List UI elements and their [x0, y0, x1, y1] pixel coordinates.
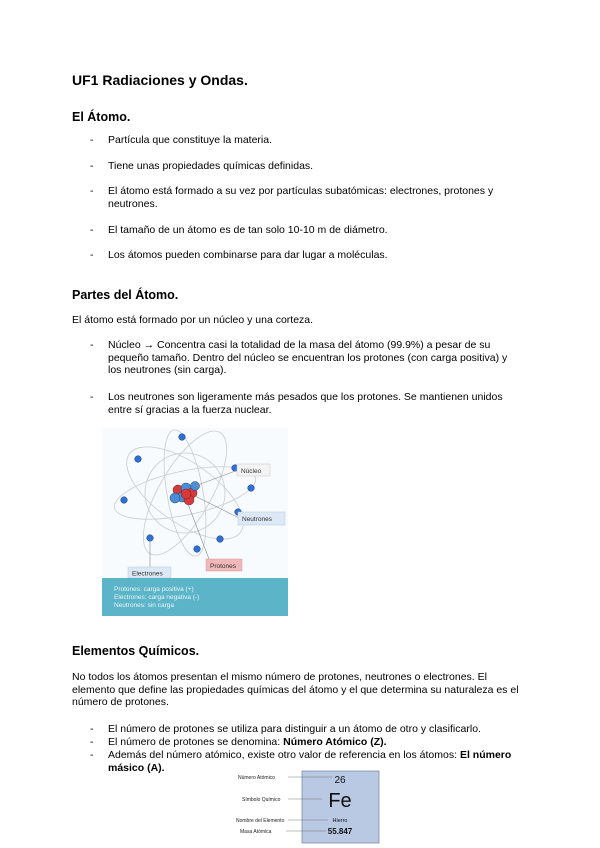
parts-intro: El átomo está formado por un núcleo y una corteza. [72, 314, 314, 326]
atomic-number-value: 26 [334, 775, 346, 786]
bullet-dash: - [90, 185, 94, 197]
section-heading-atom: El Átomo. [72, 110, 131, 124]
label-element-name: Nombre del Elemento [236, 818, 285, 824]
label-chemical-symbol: Símbolo Químico [242, 797, 281, 803]
list-item-text: Los neutrones son ligeramente más pesados que los protones. Se mantienen unidos entre sí gracias a la fuerza nuclear. [108, 391, 503, 416]
list-item-text-plain: Además del número atómico, existe otro valor de referencia en los átomos: [108, 749, 460, 761]
mass-number-term: El número másico (A). [108, 749, 512, 774]
protons-label: Protones [210, 563, 237, 570]
atom-diagram [102, 428, 288, 616]
bullet-dash: - [90, 391, 94, 403]
bullet-dash: - [90, 749, 94, 761]
list-item-text: Partícula que constituye la materia. [108, 134, 273, 146]
caption-line: Neutrones: sin carga [114, 602, 174, 609]
bullet-dash: - [90, 134, 94, 146]
caption-line: Electrones: carga negativa (-) [114, 594, 200, 601]
list-item-text: Núcleo → Concentra casi la totalidad de la masa del átomo (99.9%) a pesar de su pequeño tamaño. Dentro del núcleo se encuentran los protones (con carga positiva) y los neutrones (sin carga). [108, 339, 508, 376]
element-name-value: Hierro [332, 818, 348, 824]
list-item-text: El átomo está formado a su vez por partículas subatómicas: electrones, protones y neutrones. [108, 185, 494, 210]
bullet-dash: - [90, 160, 94, 172]
bullet-dash: - [90, 339, 94, 351]
bullet-dash: - [90, 224, 94, 236]
page-title: UF1 Radiaciones y Ondas. [72, 72, 248, 88]
electrons-label: Electrones [132, 570, 163, 578]
label-atomic-mass: Masa Atómica [240, 829, 272, 835]
section-heading-elements: Elementos Químicos. [72, 644, 200, 658]
element-card-figure [236, 770, 380, 844]
atomic-number-term: Número Atómico (Z). [283, 736, 387, 748]
atomic-mass-value: 55.847 [327, 827, 353, 836]
label-atomic-number: Número Atómico [238, 775, 275, 781]
elements-intro: No todos los átomos presentan el mismo número de protones, neutrones o electrones. El elemento que define las propiedades químicas del átomo y el que determina su naturaleza es el número de protones. [72, 671, 519, 708]
list-item-text: Los átomos pueden combinarse para dar lugar a moléculas. [108, 249, 388, 261]
section-heading-parts: Partes del Átomo. [72, 288, 179, 302]
list-item-text-plain: El número de protones se denomina: [108, 736, 284, 748]
list-item-text: Tiene unas propiedades químicas definidas. [108, 160, 314, 172]
bullet-dash: - [90, 723, 94, 735]
neutrons-label: Neutrones [242, 516, 272, 523]
bullet-dash: - [90, 249, 94, 261]
chemical-symbol-value: Fe [328, 790, 352, 812]
caption-line: Protones: carga positiva (+) [114, 586, 194, 593]
bullet-dash: - [90, 736, 94, 748]
list-item-text: El número de protones se utiliza para distinguir a un átomo de otro y clasificarlo. [108, 723, 481, 735]
list-item-text: El tamaño de un átomo es de tan solo 10-10 m de diámetro. [108, 224, 388, 236]
list-item-text [108, 736, 520, 749]
nucleus-label: Núcleo [241, 468, 262, 475]
